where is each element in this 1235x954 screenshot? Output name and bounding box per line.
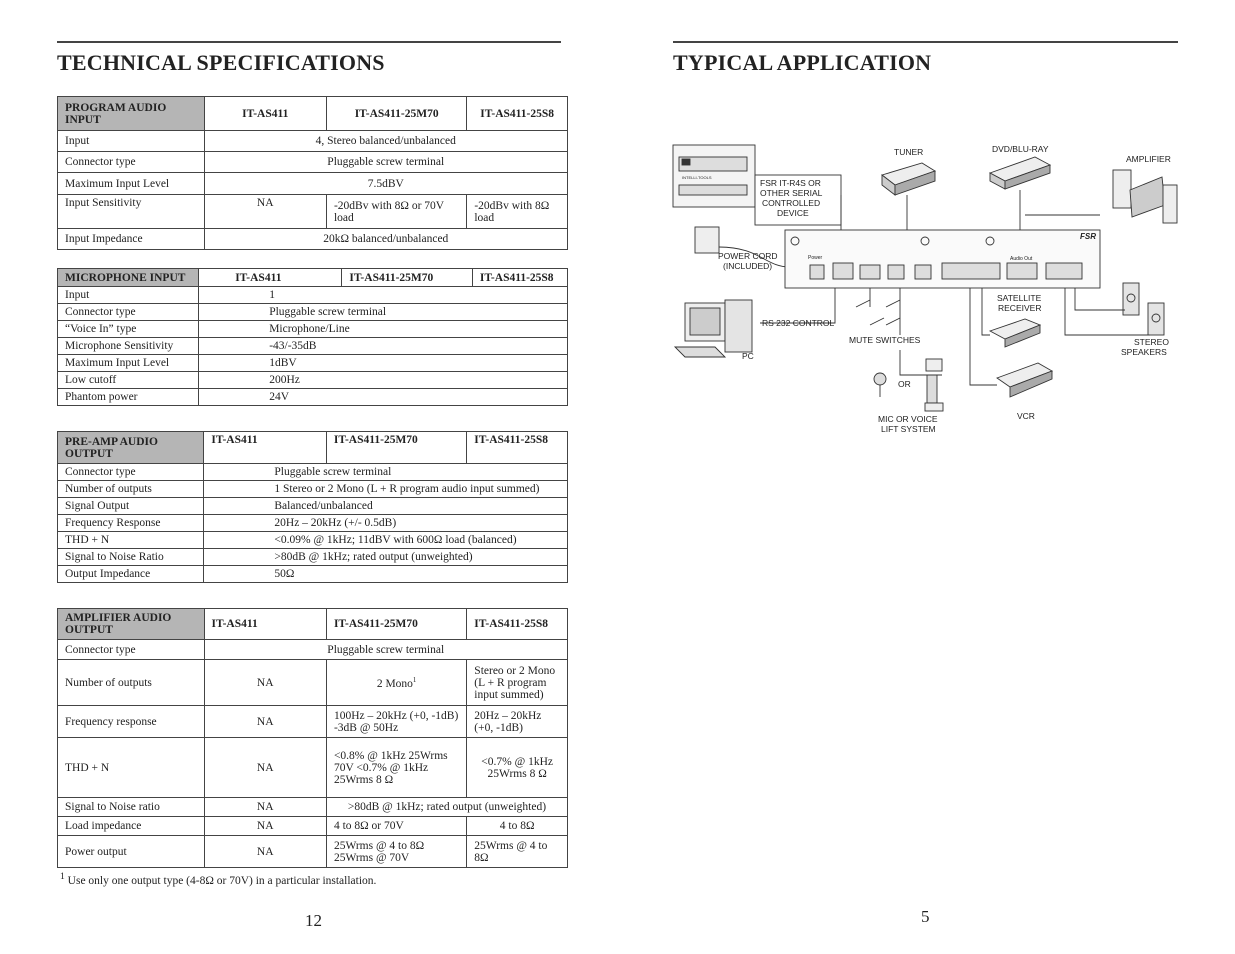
stereo-label-1: STEREO [1134,337,1169,347]
satellite-label-2: RECEIVER [998,303,1042,313]
page-title-right: TYPICAL APPLICATION [673,50,932,75]
table-row: Number of outputs 1 Stereo or 2 Mono (L + R program audio input summed) [58,481,568,498]
power-terminal-label: Power [808,255,823,261]
microphone-header: MICROPHONE INPUT [58,269,199,287]
or-label: OR [898,379,911,389]
program-audio-table: PROGRAM AUDIO INPUT IT-AS411 IT-AS411-25M70 IT-AS411-25S8 Input 4, Stereo balanced/unbalanced Connector type Pluggable screw terminal Maximum Input Level 7.5dBV Input Sensitivity NA -20dBv with 8Ω or 70V load -20dBv with 8Ω load Input Impedance 20kΩ balanced/unbalanced [57,96,568,250]
table-row: “Voice In” type Microphone/Line [58,321,568,338]
tuner-device [882,163,935,195]
preamp-header: PRE-AMP AUDIO OUTPUT [58,432,204,464]
program-audio-header: PROGRAM AUDIO INPUT [58,97,205,131]
table-row: THD + N <0.09% @ 1kHz; 11dBV with 600Ω load (balanced) [58,532,568,549]
audio-out-label: Audio Out [1010,256,1033,262]
footnote: $^1$ Use only one output type (4-8Ω or 70V) in a particular installation. [60,871,377,887]
left-top-rule [57,41,561,43]
table-row: Frequency Response 20Hz – 20kHz (+/- 0.5dB) [58,515,568,532]
intellitools-label: INTELLI-TOOLS [682,175,712,180]
mic-label-2: LIFT SYSTEM [881,424,936,434]
amplifier-label: AMPLIFIER [1126,154,1171,164]
table-row: Maximum Input Level 1dBV [58,355,568,372]
amplifier-output-table: AMPLIFIER AUDIO OUTPUT IT-AS411 IT-AS411-25M70 IT-AS411-25S8 Connector type Pluggable screw terminal Number of outputs NA 2 Mono$^1$ Stereo or 2 Mono (L + R program input summed) Frequency response NA 100Hz – 20kHz (+0, -1dB) -3dB @ 50Hz 20Hz – 20kHz (+0, -1dB) THD + N NA <0.8% @ 1kHz 25Wrms 70V <0.7% @ 1kHz 25Wrms 8 Ω <0.7% @ 1kHz 25Wrms 8 Ω Signal to Noise ratio NA >80dB @ 1kHz; rated output (unweighted) Load impedance NA 4 to 8Ω or 70V 4 to 8Ω Power output NA 25Wrms @ 4 to 8Ω 25Wrms @ 70V 25Wrms @ 4 to 8Ω [57,608,568,868]
table-row: Input Impedance 20kΩ balanced/unbalanced [58,229,568,250]
page-number-left: 12 [305,911,322,930]
table-row: Input 4, Stereo balanced/unbalanced [58,131,568,152]
mic-label-1: MIC OR VOICE [878,414,938,424]
table-row: Connector type Pluggable screw terminal [58,152,568,173]
satellite-label-1: SATELLITE [997,293,1042,303]
table-row: Signal to Noise Ratio >80dB @ 1kHz; rated output (unweighted) [58,549,568,566]
rs232-label: RS 232 CONTROL [762,318,835,328]
stereo-speakers [1123,283,1164,335]
table-row: Input 1 [58,287,568,304]
microphone-input-table: MICROPHONE INPUT IT-AS411 IT-AS411-25M70 IT-AS411-25S8 Input 1 Connector type Pluggable screw terminal “Voice In” type Microphone/Line Microphone Sensitivity -43/-35dB Maximum Input Level 1dBV Low cutoff 200Hz Phantom power 24V [57,268,568,406]
table-row: Output Impedance 50Ω [58,566,568,583]
table-row: Frequency response NA 100Hz – 20kHz (+0, -1dB) -3dB @ 50Hz 20Hz – 20kHz (+0, -1dB) [58,706,568,738]
table-row: Signal Output Balanced/unbalanced [58,498,568,515]
table-row: Connector type Pluggable screw terminal [58,640,568,660]
fsr-logo: FSR [1080,232,1096,241]
page-number-right: 5 [921,907,930,926]
table-row: Connector type Pluggable screw terminal [58,304,568,321]
serial-label-4: DEVICE [777,208,809,218]
table-row: Connector type Pluggable screw terminal [58,464,568,481]
preamp-output-table: PRE-AMP AUDIO OUTPUT IT-AS411 IT-AS411-25M70 IT-AS411-25S8 Connector type Pluggable screw terminal Number of outputs 1 Stereo or 2 Mono (L + R program audio input summed) Signal Output Balanced/unbalanced Frequency Response 20Hz – 20kHz (+/- 0.5dB) THD + N <0.09% @ 1kHz; 11dBV with 600Ω load (balanced) Signal to Noise Ratio >80dB @ 1kHz; rated output (unweighted) Output Impedance 50Ω [57,431,568,583]
serial-label-3: CONTROLLED [762,198,821,208]
stereo-label-2: SPEAKERS [1121,347,1167,357]
vcr-device [997,363,1052,397]
pc-computer [675,300,752,357]
vcr-label: VCR [1017,411,1035,421]
page-title-left: TECHNICAL SPECIFICATIONS [57,50,385,75]
typical-application-diagram [670,135,1230,455]
table-row: THD + N NA <0.8% @ 1kHz 25Wrms 70V <0.7% @ 1kHz 25Wrms 8 Ω <0.7% @ 1kHz 25Wrms 8 Ω [58,738,568,798]
mute-switches-label: MUTE SWITCHES [849,335,921,345]
right-top-rule [673,41,1178,43]
pc-label: PC [742,351,754,361]
power-cord-label: POWER CORD [718,251,778,261]
table-row: Phantom power 24V [58,389,568,406]
table-row: Number of outputs NA 2 Mono$^1$ Stereo or 2 Mono (L + R program input summed) [58,660,568,706]
amplifier-header: AMPLIFIER AUDIO OUTPUT [58,609,205,640]
mute-switches [856,300,900,325]
table-row: Maximum Input Level 7.5dBV [58,173,568,195]
tuner-label: TUNER [894,147,924,157]
dvd-label: DVD/BLU-RAY [992,144,1049,154]
amplifier-device [1113,170,1177,223]
amplifier-unit [785,230,1100,288]
table-row: Low cutoff 200Hz [58,372,568,389]
table-row: Microphone Sensitivity -43/-35dB [58,338,568,355]
serial-label-1: FSR IT-R4S OR [760,178,821,188]
satellite-receiver [990,319,1040,347]
dvd-player [990,157,1050,189]
serial-label-2: OTHER SERIAL [760,188,823,198]
power-cord-included-label: (INCLUDED) [723,261,773,271]
table-row: Power output NA 25Wrms @ 4 to 8Ω 25Wrms @ 70V 25Wrms @ 4 to 8Ω [58,836,568,868]
table-row: Signal to Noise ratio NA >80dB @ 1kHz; rated output (unweighted) [58,798,568,817]
table-row: Input Sensitivity NA -20dBv with 8Ω or 70V load -20dBv with 8Ω load [58,195,568,229]
table-row: Load impedance NA 4 to 8Ω or 70V 4 to 8Ω [58,817,568,836]
